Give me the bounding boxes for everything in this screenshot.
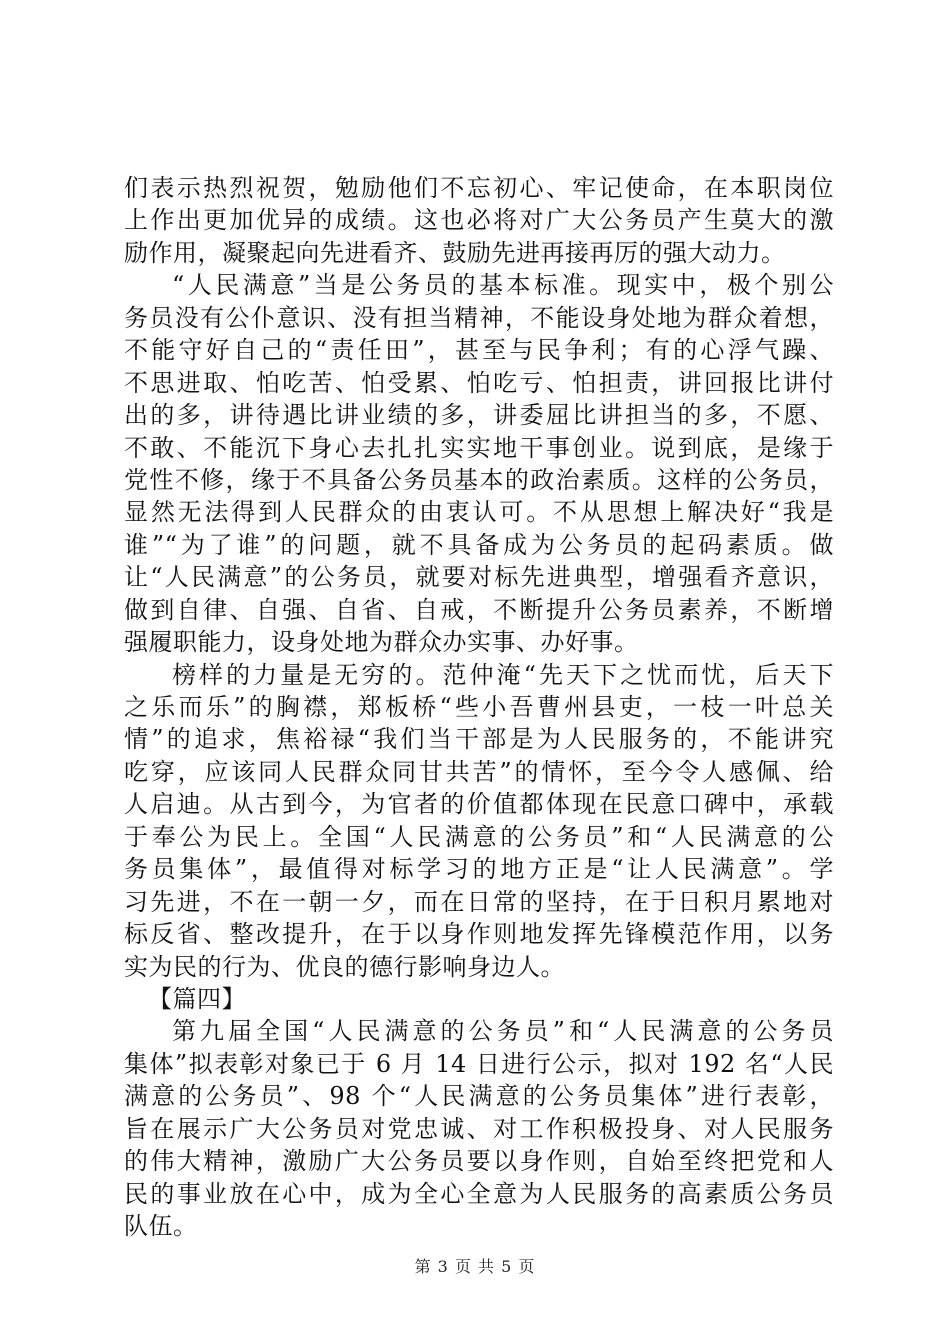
text-line: 集体”拟表彰对象已于 6 月 14 日进行公示，拟对 192 名“人民 <box>124 1049 834 1078</box>
text-line: 实为民的行为、优良的德行影响身边人。 <box>124 952 565 981</box>
page-footer: 第 3 页 共 5 页 <box>414 1257 536 1276</box>
text-line: 吃穿，应该同人民群众同甘共苦”的情怀，至今令人感佩、给 <box>124 757 834 786</box>
text-line: 务员没有公仆意识、没有担当精神，不能设身处地为群众着想， <box>124 303 834 332</box>
text-line: 人启迪。从古到今，为官者的价值都体现在民意口碑中，承载 <box>124 790 834 819</box>
text-line: 第九届全国“人民满意的公务员”和“人民满意的公务员 <box>172 1017 834 1046</box>
text-line: 【篇四】 <box>148 984 246 1013</box>
text-line: 出的多，讲待遇比讲业绩的多，讲委屈比讲担当的多，不愿、 <box>124 401 834 430</box>
text-line: 党性不修，缘于不具备公务员基本的政治素质。这样的公务员， <box>124 465 834 494</box>
text-line: 强履职能力，设身处地为群众办实事、办好事。 <box>124 628 639 657</box>
text-line: 励作用，凝聚起向先进看齐、鼓励先进再接再厉的强大动力。 <box>124 238 786 267</box>
text-line: 民的事业放在心中，成为全心全意为人民服务的高素质公务员 <box>124 1179 834 1208</box>
body-text <box>124 172 834 1242</box>
text-line: 不敢、不能沉下身心去扎扎实实地干事创业。说到底，是缘于 <box>124 433 834 462</box>
text-line: 务员集体”，最值得对标学习的地方正是“让人民满意”。学 <box>124 855 834 884</box>
text-line: 习先进，不在一朝一夕，而在日常的坚持，在于日积月累地对 <box>124 887 834 916</box>
text-line: 让“人民满意”的公务员，就要对标先进典型，增强看齐意识， <box>124 563 834 592</box>
text-line: 满意的公务员”、98 个“人民满意的公务员集体”进行表彰， <box>124 1082 834 1111</box>
text-line: 显然无法得到人民群众的由衷认可。不从思想上解决好“我是 <box>124 498 834 527</box>
text-line: 们表示热烈祝贺，勉励他们不忘初心、牢记使命，在本职岗位 <box>124 174 834 202</box>
text-line: 标反省、整改提升，在于以身作则地发挥先锋模范作用，以务 <box>124 920 834 949</box>
text-line: 不思进取、怕吃苦、怕受累、怕吃亏、怕担责，讲回报比讲付 <box>124 368 834 397</box>
text-line: 之乐而乐”的胸襟，郑板桥“些小吾曹州县吏，一枝一叶总关 <box>124 693 834 721</box>
text-line: 队伍。 <box>124 1212 198 1240</box>
text-line: 做到自律、自强、自省、自戒，不断提升公务员素养，不断增 <box>124 595 834 624</box>
text-line: 情”的追求，焦裕禄“我们当干部是为人民服务的，不能讲究 <box>124 725 834 754</box>
text-line: 谁”“为了谁”的问题，就不具备成为公务员的起码素质。做 <box>124 530 834 559</box>
text-line: 于奉公为民上。全国“人民满意的公务员”和“人民满意的公 <box>124 822 834 851</box>
text-line: 旨在展示广大公务员对党忠诚、对工作积极投身、对人民服务 <box>124 1114 834 1143</box>
text-line: 的伟大精神，激励广大公务员要以身作则，自始至终把党和人 <box>124 1147 834 1176</box>
text-line: 不能守好自己的“责任田”，甚至与民争利；有的心浮气躁、 <box>124 336 834 365</box>
text-line: 榜样的力量是无穷的。范仲淹“先天下之忧而忧，后天下 <box>172 660 834 689</box>
text-line: 上作出更加优异的成绩。这也必将对广大公务员产生莫大的激 <box>124 206 834 235</box>
text-line: “人民满意”当是公务员的基本标准。现实中，极个别公 <box>172 271 834 300</box>
